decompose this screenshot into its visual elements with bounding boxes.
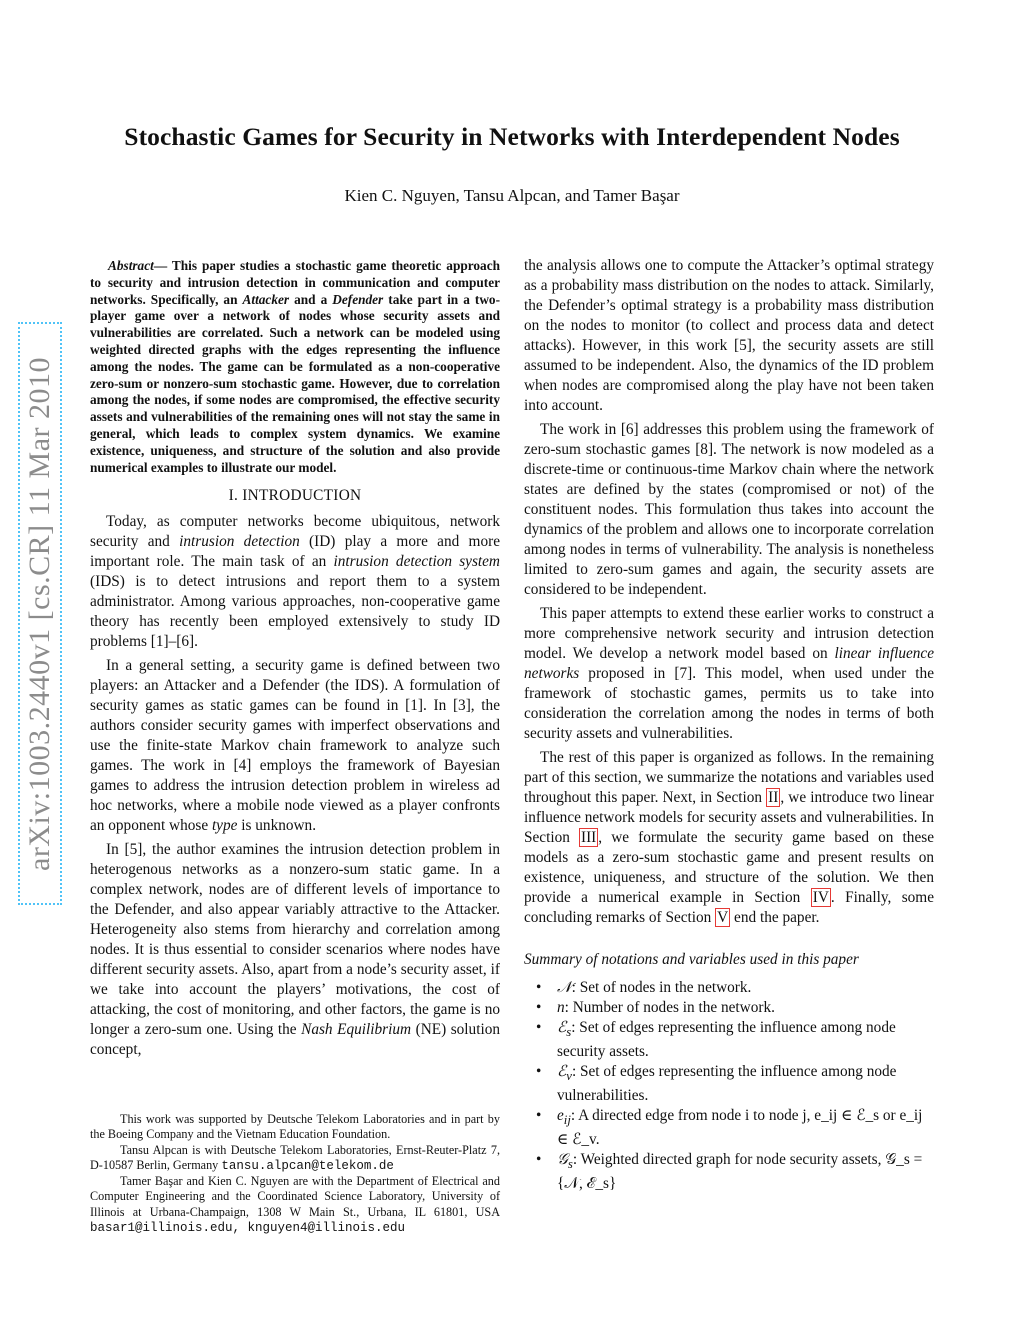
right-p3-text-b: proposed in [7]. This model, when used under the framework of stochastic games, permits us to take into consideration the correlation among the nodes in terms of both security assets and vulnerabilities. [524,665,934,742]
footnote-basar-nguyen [90,1174,500,1236]
notation-text: : A directed edge from node i to node j, e_ij ∈ ℰ_s or e_ij ∈ ℰ_v. [557,1107,923,1149]
abstract-lead: Abstract [108,258,154,273]
notation-symbol: 𝒩 [557,979,572,996]
notation-symbol: ℰ [557,1019,567,1036]
notation-text: : Number of nodes in the network. [564,999,775,1016]
intro-p3-text-b: (NE) solution concept, [90,1021,501,1059]
abstract [90,258,500,476]
footnote-basar-email[interactable]: basar1@illinois.edu, knguyen4@illinois.edu [90,1221,406,1236]
section-link-ii[interactable]: II [768,789,779,806]
footnotes [90,1112,500,1236]
notation-text: : Set of edges representing the influence among node vulnerabilities. [557,1063,897,1105]
right-p4-text-b: , we introduce two linear influence network models for security assets and vulnerabilities. In Section [524,789,934,846]
right-p4-text-c: , we formulate the security game based on these models as a zero-sum stochastic game and present results on existence, uniqueness, and structure of the solution. We then provide a numerical example in Section [524,829,934,906]
abstract-text-2: and a [289,291,333,307]
intro-p3-text-a: In [5], the author examines the intrusion detection problem in heterogenous networks as a nonzero-sum static game. In a complex network, nodes are of different levels of importance to the Defender, and also appear variably attractive to the Attacker. Heterogeneity also stems from hierarchy and correlation among nodes. It is thus essential to consider scenarios where nodes have different security assets. Also, apart from a node’s security asset, if we take into account the players’ motivations, the cost of attacking, the cost of monitoring, and other factors, the game is no longer a zero-sum one. Using the [90,841,500,1039]
arxiv-stamp[interactable] [18,322,62,905]
abstract-defender: Defender [332,291,384,307]
notation-subscript: v [566,1069,572,1084]
intro-p1-text-c: (IDS) is to detect intrusions and report them to a system administrator. Among various approaches, non-cooperative game theory has recently been employed extensively to study ID problems [1]–[6]. [90,573,500,651]
summary-heading: Summary of notations and variables used in this paper [524,951,859,968]
right-p3-italic: linear influence networks [524,645,934,682]
right-p3-text-a: This paper attempts to extend these earlier works to construct a more comprehensive network security and intrusion detection model. We develop a network model based on [524,605,934,662]
bullet-icon: • [536,1019,542,1036]
footnote-alpcan-text: Tansu Alpcan is with Deutsche Telekom Laboratories, Ernst-Reuter-Platz 7, D-10587 Berlin, Germany [90,1142,500,1172]
intro-p1-italic-2: intrusion detection system [333,553,500,571]
intro-p1-italic-1: intrusion detection [179,533,300,551]
paper-authors: Kien C. Nguyen, Tansu Alpcan, and Tamer Başar [344,186,680,205]
intro-p1-text-a: Today, as computer networks become ubiquitous, network security and [90,513,500,551]
footnote-alpcan [90,1143,500,1175]
abstract-attacker: Attacker [242,291,290,307]
notation-item [524,1018,934,1062]
notation-item [524,978,934,998]
footnote-basar-text: Tamer Başar and Kien C. Nguyen are with the Department of Electrical and Computer Engineering and the Coordinated Science Laboratory, University of Illinois at Urbana-Champaign, 1308 W Main St., Urbana, IL 61801, USA [90,1174,500,1219]
footnote-funding: This work was supported by Deutsche Telekom Laboratories and in part by the Boeing Company and the Vietnam Education Foundation. [90,1112,500,1142]
right-column [524,256,934,1194]
section-heading-introduction: I. INTRODUCTION [228,487,362,505]
notation-item [524,998,934,1018]
notation-item [524,1062,934,1106]
notation-item [524,1106,934,1150]
bullet-icon: • [536,1107,542,1125]
notation-subscript: s [566,1025,572,1040]
intro-paragraph-1 [90,512,500,652]
notation-symbol: e [557,1107,564,1125]
intro-p2-text-b: is unknown. [237,817,317,835]
intro-paragraph-3 [90,840,500,1060]
notation-text: : Set of nodes in the network. [571,979,752,996]
intro-paragraph-2 [90,656,500,836]
notation-list [524,978,934,1194]
notation-item [524,1150,934,1194]
notation-text: : Set of edges representing the influence among node security assets. [557,1019,896,1061]
right-p4-text-e: end the paper. [730,909,820,926]
intro-p2-italic: type [211,817,238,835]
bullet-icon: • [536,999,542,1016]
right-paragraph-3 [524,604,934,744]
notation-subscript: ij [563,1113,571,1128]
notation-symbol: ℰ [557,1063,567,1081]
right-paragraph-2: The work in [6] addresses this problem using the framework of zero-sum stochastic games [8]. The network is now modeled as a discrete-time or continuous-time Markov chain where the network states are defined by the states (compromised or not) of the constituent nodes. This formulation thus takes into account the dynamics of the problem and allows one to incorporate correlation among nodes in terms of vulnerability. The analysis is nonetheless limited to zero-sum games and again, the security assets are considered to be independent. [524,421,934,598]
section-link-iii[interactable]: III [580,829,597,846]
notation-subscript: s [567,1157,573,1172]
section-link-iv[interactable]: IV [812,889,829,906]
abstract-dash: — [153,258,172,273]
right-paragraph-4 [524,748,934,928]
intro-p2-text-a: In a general setting, a security game is defined between two players: an Attacker and a Defender (the IDS). A formulation of security games as static games can be found in [1]. In [3], the authors consider security games with imperfect observations and use the finite-state Markov chain framework to analyze such games. The work in [4] employs the framework of Bayesian games to address the intrusion detection problem in wireless ad hoc networks, where a mobile node viewed as a player confronts an opponent whose [90,657,500,835]
abstract-text-3: take part in a two-player game over a network of nodes whose security assets and vulnerabilities are correlated. Such a network can be modeled using weighted directed graphs with the edges representing the influence among the nodes. The game can be formulated as a non-cooperative zero-sum or nonzero-sum stochastic game. However, due to correlation among the nodes, if some nodes are compromised, the effective security assets and vulnerabilities of the remaining ones will not stay the same in general, which leads to complex system dynamics. We examine existence, uniqueness, and structure of the solution and also provide numerical examples to illustrate our model. [90,291,500,475]
arxiv-stamp-text: arXiv:1003.2440v1 [cs.CR] 11 Mar 2010 [23,356,56,871]
intro-p1-text-b: (ID) play a more and more important role. The main task of an [90,533,500,571]
right-p4-text-d: . Finally, some concluding remarks of Section [524,889,934,926]
notation-symbol: n [557,999,565,1016]
bullet-icon: • [536,1063,542,1081]
right-p4-text-a: The rest of this paper is organized as follows. In the remaining part of this section, we summarize the notations and variables used throughout this paper. Next, in Section [524,749,934,806]
notation-text: : Weighted directed graph for node security assets, 𝒢_s = {𝒩, ℰ_s} [557,1151,923,1193]
section-link-v[interactable]: V [717,909,729,926]
left-column [90,258,500,1064]
intro-p3-italic: Nash Equilibrium [301,1021,412,1039]
abstract-text-1: This paper studies a stochastic game theoretic approach to security and intrusion detection in communication and computer networks. Specifically, an [90,258,500,307]
bullet-icon: • [536,1151,542,1169]
bullet-icon: • [536,979,542,996]
footnote-alpcan-email[interactable]: tansu.alpcan@telekom.de [221,1158,394,1173]
right-paragraph-1: the analysis allows one to compute the Attacker’s optimal strategy as a probability mass distribution on the nodes to attack. Similarly, the Defender’s optimal strategy is a probability mass distribution on the nodes to monitor (to collect and process data and detect attacks). However, in this work [5], the security assets are still assumed to be independent. Also, the dynamics of the ID problem when nodes are compromised along the play have not been taken into account. [524,257,934,414]
notation-symbol: 𝒢 [557,1151,568,1169]
paper-title: Stochastic Games for Security in Networks with Interdependent Nodes [124,122,900,151]
